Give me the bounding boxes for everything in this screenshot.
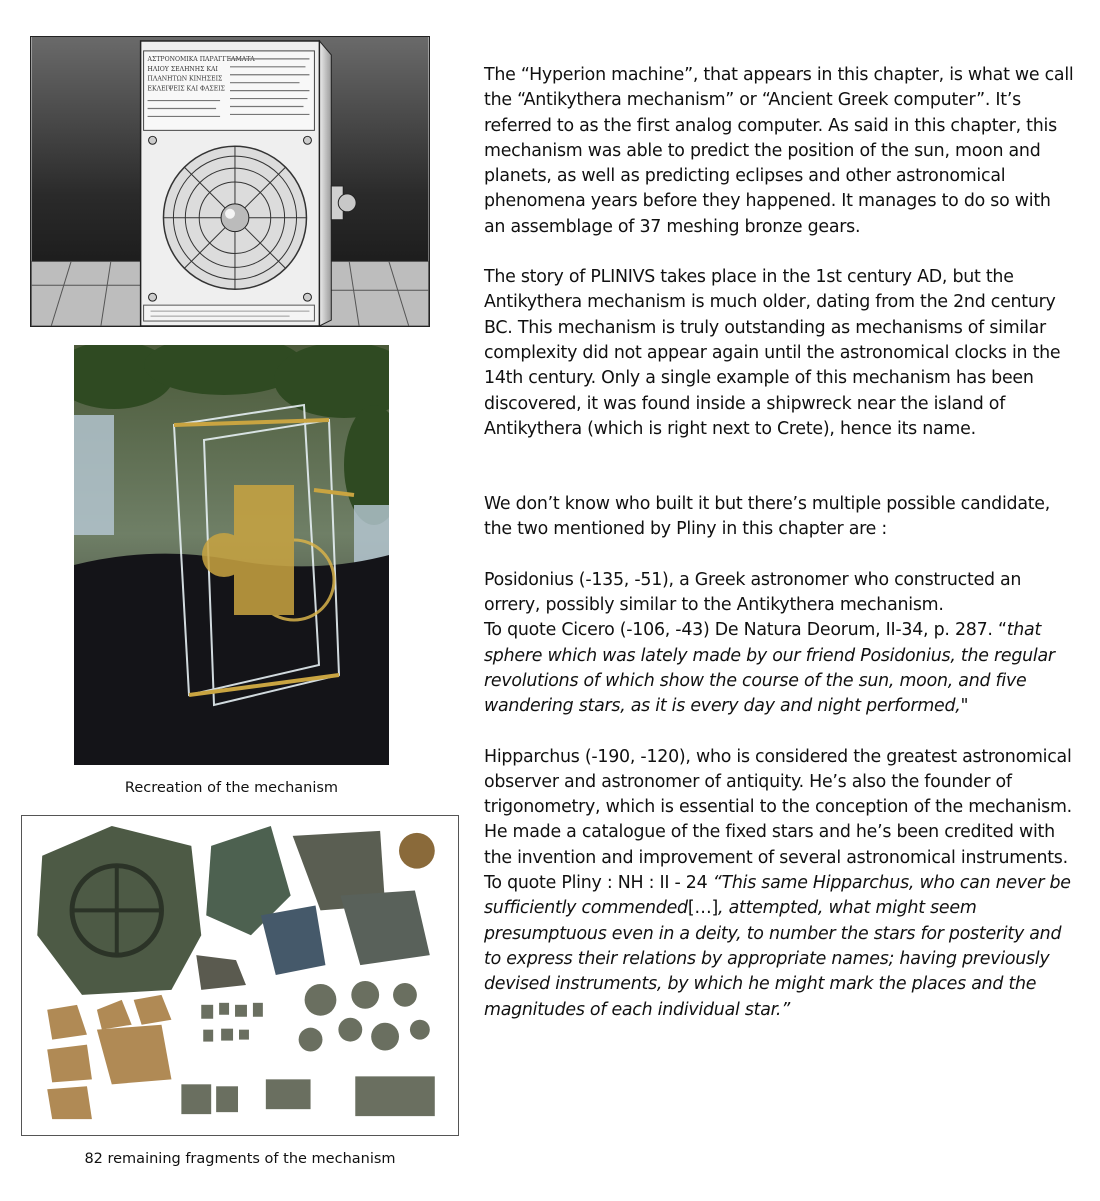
inscription-line: ΑΣΤΡΟΝΟΜΙΚΑ ΠΑΡΑΓΓΕΛΜΑΤΑ — [147, 55, 255, 63]
paragraph-posidonius: Posidonius (-135, -51), a Greek astronomer who constructed an orrery, possibly similar to the Antikythera mechanism. — [484, 569, 1022, 616]
fragments-photo — [21, 815, 459, 1136]
recreation-photo — [74, 345, 389, 765]
paragraph-hyperion: The “Hyperion machine”, that appears in this chapter, is what we call the “Antikythera mechanism” or “Ancient Greek computer”. It’s referred to as the first analog computer. As said in this chapter, this mechanism was able to predict the position of the sun, moon and planets, as well as predicting eclipses and other astronomical phenomena years before they happened. It manages to do so with an assemblage of 37 meshing bronze gears. — [484, 65, 1074, 237]
pliny-quote-ellipsis: […] — [687, 898, 719, 919]
article-text — [484, 63, 1074, 1023]
hyperion-machine-drawing — [31, 37, 429, 326]
recreation-caption: Recreation of the mechanism — [124, 780, 339, 796]
hyperion-machine-illustration — [30, 36, 430, 327]
paragraph-plinivs: The story of PLINIVS takes place in the 1st century AD, but the Antikythera mechanism is much older, dating from the 2nd century BC. This mechanism is truly outstanding as mechanisms of similar complexity did not appear again until the astronomical clocks in the 14th century. Only a single example of this mechanism has been discovered, it was found inside a shipwreck near the island of Antikythera (which is right next to Crete), hence its name. — [484, 267, 1061, 439]
inscription-line: ΗΛΙΟΥ ΣΕΛΗΝΗΣ ΚΑΙ — [147, 65, 218, 73]
cicero-quote-end: " — [960, 696, 969, 717]
pliny-quote — [484, 871, 1074, 1023]
fragments-drawing — [22, 816, 458, 1135]
recreation-drawing — [74, 345, 389, 765]
fragments-caption: 82 remaining fragments of the mechanism — [84, 1151, 396, 1167]
inscription-line: ΠΛΑΝΗΤΩΝ ΚΙΝΗΣΕΙΣ — [147, 75, 223, 83]
inscription-line: ΕΚΛΕΙΨΕΙΣ ΚΑΙ ΦΑΣΕΙΣ — [147, 85, 226, 93]
pliny-quote-intro: To quote Pliny : NH : II - 24 — [484, 873, 713, 894]
cicero-quote-text: that sphere which was lately made by our friend Posidonius, the regular revolutions of which show the course of the sun, moon, and five wandering stars, as it is every day and night performed, — [484, 620, 1055, 717]
paragraph-candidates: We don’t know who built it but there’s multiple possible candidate, the two mentioned by Pliny in this chapter are : — [484, 494, 1051, 540]
cicero-quote — [484, 618, 1074, 719]
pliny-quote-text-a: “This same Hipparchus, who can never be sufficiently commended — [484, 873, 1071, 919]
cicero-quote-intro: To quote Cicero (-106, -43) De Natura Deorum, II-34, p. 287. “ — [484, 620, 1007, 641]
paragraph-hipparchus: Hipparchus (-190, -120), who is considered the greatest astronomical observer and astronomer of antiquity. He’s also the founder of trigonometry, which is essential to the conception of the mechanism. He made a catalogue of the fixed stars and he’s been credited with the invention and improvement of several astronomical instruments. — [484, 746, 1072, 868]
pliny-quote-text-b: , attempted, what might seem presumptuous even in a deity, to number the stars for posterity and to express their relations by appropriate names; having previously devised instruments, by which he might mark the places and the magnitudes of each individual star.” — [484, 898, 1062, 1020]
